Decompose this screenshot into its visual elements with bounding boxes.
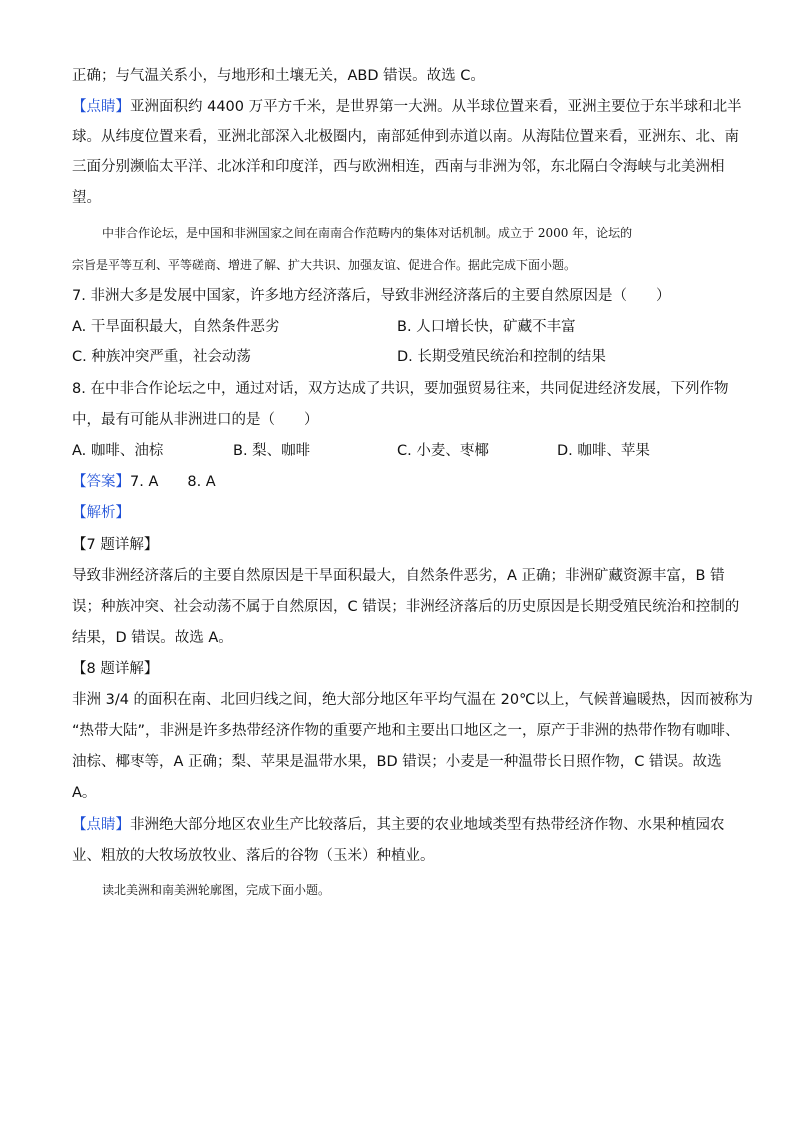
question-7: 7. 非洲大多是发展中国家，许多地方经济落后，导致非洲经济落后的主要自然原因是（ ） [72,288,671,304]
detail-8-tag: 【8 题详解】 [72,661,159,677]
q8-option-c: C. 小麦、枣椰 [397,443,489,459]
text-line: 非洲 3/4 的面积在南、北回归线之间，绝大部分地区年平均气温在 20℃以上，气候普遍暖热，因而被称为 [72,692,753,708]
q7-option-c: C. 种族冲突严重，社会动荡 [72,349,251,365]
question-8: 8. 在中非合作论坛之中，通过对话，双方达成了共识，要加强贸易往来，共同促进经济发展，下列作物 [72,381,729,397]
text-line: A。 [72,785,97,801]
analysis-tag: 【解析】 [72,505,130,521]
text-line: 正确；与气温关系小，与地形和土壤无关，ABD 错误。故选 C。 [72,68,485,84]
question-8: 中，最有可能从非洲进口的是（ ） [72,412,319,428]
q8-option-d: D. 咖啡、苹果 [557,443,650,459]
text-line: “热带大陆”，非洲是许多热带经济作物的重要产地和主要出口地区之一，原产于非洲的热带作物有咖啡、 [72,723,740,739]
text-line: 结果，D 错误。故选 A。 [72,630,233,646]
text-span: 非洲绝大部分地区农业生产比较落后，其主要的农业地域类型有热带经济作物、水果种植园农 [130,817,725,833]
material-text: 中非合作论坛，是中国和非洲国家之间在南南合作范畴内的集体对话机制。成立于 2000 年，论坛的 [102,226,633,240]
text-line: 三面分别濒临太平洋、北冰洋和印度洋，西与欧洲相连，西南与非洲为邻，东北隔白令海峡与北美洲相 [72,159,725,175]
material-text: 宗旨是平等互利、平等磋商、增进了解、扩大共识、加强友谊、促进合作。据此完成下面小题。 [72,258,577,272]
material-text: 读北美洲和南美洲轮廓图，完成下面小题。 [102,883,331,897]
q8-option-b: B. 梨、咖啡 [233,443,311,459]
answer-text: 7. A 8. A [130,474,216,490]
text-line: 业、粗放的大牧场放牧业、落后的谷物（玉米）种植业。 [72,848,435,864]
detail-7-tag: 【7 题详解】 [72,537,159,553]
dianjing-paragraph-2 [72,815,725,835]
q7-option-d: D. 长期受殖民统治和控制的结果 [397,349,606,365]
text-line: 油棕、椰枣等，A 正确；梨、苹果是温带水果，BD 错误；小麦是一种温带长日照作物，C 错误。故选 [72,754,722,770]
q8-option-a: A. 咖啡、油棕 [72,443,164,459]
text-line: 误；种族冲突、社会动荡不属于自然原因，C 错误；非洲经济落后的历史原因是长期受殖民统治和控制的 [72,599,740,615]
text-line: 望。 [72,190,101,206]
text-line: 导致非洲经济落后的主要自然原因是干旱面积最大，自然条件恶劣，A 正确；非洲矿藏资源丰富，B 错 [72,568,725,584]
q7-option-b: B. 人口增长快，矿藏不丰富 [397,319,576,335]
q7-option-a: A. 干旱面积最大，自然条件恶劣 [72,319,280,335]
dianjing-paragraph-1 [72,97,742,117]
text-line: 球。从纬度位置来看，亚洲北部深入北极圈内，南部延伸到赤道以南。从海陆位置来看，亚洲东、北、南 [72,129,739,145]
answer-line [72,472,216,492]
dianjing-tag: 【点睛】 [72,99,130,115]
text-span: 亚洲面积约 4400 万平方千米，是世界第一大洲。从半球位置来看，亚洲主要位于东半球和北半 [130,99,742,115]
answer-tag: 【答案】 [72,474,130,490]
dianjing-tag: 【点睛】 [72,817,130,833]
